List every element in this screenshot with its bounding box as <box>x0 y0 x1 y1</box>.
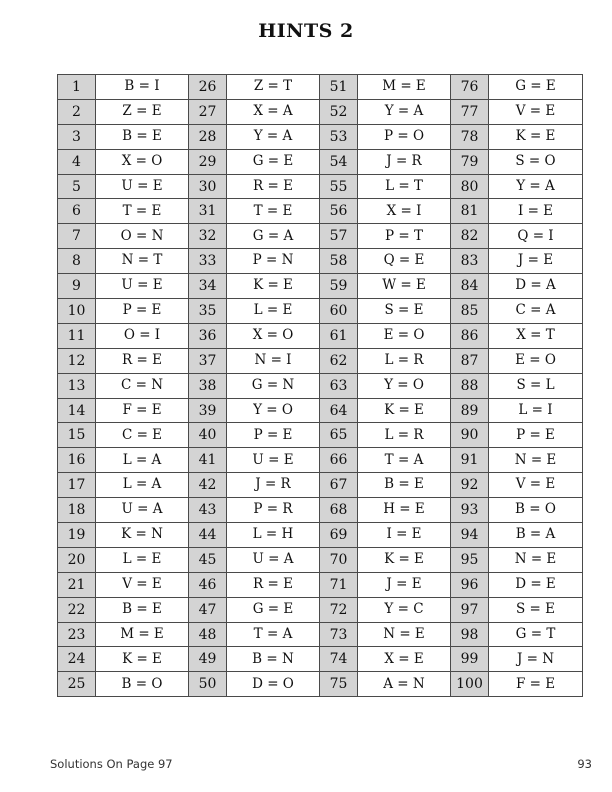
hint-number: 40 <box>189 423 227 448</box>
hint-value: B = O <box>96 672 189 697</box>
hint-number: 44 <box>189 523 227 548</box>
hint-number: 19 <box>58 523 96 548</box>
hint-value: U = A <box>96 498 189 523</box>
hint-value: F = E <box>489 672 583 697</box>
hint-value: G = E <box>227 597 320 622</box>
hint-value: J = R <box>358 149 451 174</box>
hint-value: S = L <box>489 373 583 398</box>
hint-number: 42 <box>189 473 227 498</box>
hint-number: 17 <box>58 473 96 498</box>
hint-value: S = O <box>489 149 583 174</box>
hint-number: 8 <box>58 249 96 274</box>
hint-number: 64 <box>320 398 358 423</box>
table-row <box>58 174 583 199</box>
hint-value: L = E <box>96 547 189 572</box>
hint-value: V = E <box>489 99 583 124</box>
hint-number: 74 <box>320 647 358 672</box>
hint-number: 53 <box>320 124 358 149</box>
hint-number: 23 <box>58 622 96 647</box>
hint-value: T = E <box>227 199 320 224</box>
table-row <box>58 498 583 523</box>
hint-number: 68 <box>320 498 358 523</box>
hint-value: D = O <box>227 672 320 697</box>
hint-number: 81 <box>451 199 489 224</box>
hint-number: 25 <box>58 672 96 697</box>
hint-number: 6 <box>58 199 96 224</box>
hint-value: T = A <box>358 448 451 473</box>
hint-number: 22 <box>58 597 96 622</box>
hint-number: 56 <box>320 199 358 224</box>
hint-number: 38 <box>189 373 227 398</box>
hint-value: Q = I <box>489 224 583 249</box>
hint-number: 79 <box>451 149 489 174</box>
hint-value: A = N <box>358 672 451 697</box>
hint-value: U = A <box>227 547 320 572</box>
hint-value: P = O <box>358 124 451 149</box>
hint-value: L = R <box>358 348 451 373</box>
hint-number: 36 <box>189 323 227 348</box>
hint-value: K = E <box>358 547 451 572</box>
hint-number: 73 <box>320 622 358 647</box>
table-row <box>58 348 583 373</box>
hint-number: 12 <box>58 348 96 373</box>
hint-value: X = O <box>96 149 189 174</box>
hint-number: 95 <box>451 547 489 572</box>
hint-value: D = E <box>489 572 583 597</box>
hint-value: C = N <box>96 373 189 398</box>
hint-number: 77 <box>451 99 489 124</box>
hint-number: 91 <box>451 448 489 473</box>
hint-number: 2 <box>58 99 96 124</box>
hint-number: 66 <box>320 448 358 473</box>
table-row <box>58 373 583 398</box>
hint-number: 50 <box>189 672 227 697</box>
hint-number: 47 <box>189 597 227 622</box>
hint-value: B = A <box>489 523 583 548</box>
hint-number: 37 <box>189 348 227 373</box>
hint-value: U = E <box>96 174 189 199</box>
hint-number: 76 <box>451 75 489 100</box>
hint-number: 24 <box>58 647 96 672</box>
hint-value: P = E <box>227 423 320 448</box>
page-title: HINTS 2 <box>258 20 354 42</box>
hint-value: L = I <box>489 398 583 423</box>
hint-value: Y = O <box>227 398 320 423</box>
hint-value: M = E <box>96 622 189 647</box>
table-row <box>58 249 583 274</box>
hint-value: O = I <box>96 323 189 348</box>
hint-value: J = N <box>489 647 583 672</box>
hint-value: G = E <box>489 75 583 100</box>
table-row <box>58 473 583 498</box>
hint-number: 13 <box>58 373 96 398</box>
hint-value: B = E <box>96 597 189 622</box>
hint-value: X = O <box>227 323 320 348</box>
hint-value: C = E <box>96 423 189 448</box>
hint-number: 58 <box>320 249 358 274</box>
hint-number: 1 <box>58 75 96 100</box>
table-row <box>58 299 583 324</box>
hint-value: N = T <box>96 249 189 274</box>
hint-number: 39 <box>189 398 227 423</box>
hint-value: Y = C <box>358 597 451 622</box>
hint-number: 29 <box>189 149 227 174</box>
hint-number: 33 <box>189 249 227 274</box>
table-row <box>58 523 583 548</box>
hint-value: Y = A <box>489 174 583 199</box>
hint-number: 46 <box>189 572 227 597</box>
hint-number: 15 <box>58 423 96 448</box>
hint-value: Q = E <box>358 249 451 274</box>
table-row <box>58 672 583 697</box>
hint-number: 99 <box>451 647 489 672</box>
hint-value: I = E <box>489 199 583 224</box>
hint-value: Y = A <box>227 124 320 149</box>
hint-value: K = E <box>489 124 583 149</box>
hint-number: 100 <box>451 672 489 697</box>
hint-number: 82 <box>451 224 489 249</box>
hint-value: V = E <box>96 572 189 597</box>
table-row <box>58 398 583 423</box>
hint-value: L = T <box>358 174 451 199</box>
hint-value: N = E <box>489 448 583 473</box>
hint-number: 87 <box>451 348 489 373</box>
table-row <box>58 274 583 299</box>
hint-number: 7 <box>58 224 96 249</box>
hint-number: 26 <box>189 75 227 100</box>
hint-value: B = I <box>96 75 189 100</box>
hint-number: 20 <box>58 547 96 572</box>
hint-value: S = E <box>358 299 451 324</box>
hint-value: L = A <box>96 473 189 498</box>
hint-value: U = E <box>227 448 320 473</box>
hint-value: S = E <box>489 597 583 622</box>
hint-value: Z = T <box>227 75 320 100</box>
hint-number: 21 <box>58 572 96 597</box>
hint-number: 3 <box>58 124 96 149</box>
hint-number: 9 <box>58 274 96 299</box>
hint-number: 85 <box>451 299 489 324</box>
hint-number: 43 <box>189 498 227 523</box>
hint-number: 70 <box>320 547 358 572</box>
hint-value: R = E <box>227 572 320 597</box>
hint-value: J = E <box>489 249 583 274</box>
hint-value: K = N <box>96 523 189 548</box>
hint-value: W = E <box>358 274 451 299</box>
hints-table <box>57 74 583 697</box>
hint-value: E = O <box>358 323 451 348</box>
hint-value: B = E <box>96 124 189 149</box>
table-row <box>58 597 583 622</box>
hint-value: E = O <box>489 348 583 373</box>
hint-number: 14 <box>58 398 96 423</box>
hint-number: 89 <box>451 398 489 423</box>
hint-number: 35 <box>189 299 227 324</box>
table-row <box>58 547 583 572</box>
hint-value: X = E <box>358 647 451 672</box>
hint-value: D = A <box>489 274 583 299</box>
hint-number: 28 <box>189 124 227 149</box>
hint-value: X = A <box>227 99 320 124</box>
hint-number: 84 <box>451 274 489 299</box>
hint-value: U = E <box>96 274 189 299</box>
hint-value: K = E <box>96 647 189 672</box>
hint-number: 11 <box>58 323 96 348</box>
table-row <box>58 572 583 597</box>
hint-number: 86 <box>451 323 489 348</box>
hint-number: 34 <box>189 274 227 299</box>
table-row <box>58 423 583 448</box>
hint-value: L = A <box>96 448 189 473</box>
hint-value: G = T <box>489 622 583 647</box>
hint-value: B = E <box>358 473 451 498</box>
hint-value: J = R <box>227 473 320 498</box>
hint-number: 67 <box>320 473 358 498</box>
table-row <box>58 224 583 249</box>
hint-number: 98 <box>451 622 489 647</box>
hint-value: B = O <box>489 498 583 523</box>
hint-value: G = N <box>227 373 320 398</box>
hint-value: X = I <box>358 199 451 224</box>
hint-value: G = A <box>227 224 320 249</box>
hint-number: 51 <box>320 75 358 100</box>
hint-number: 5 <box>58 174 96 199</box>
hint-number: 41 <box>189 448 227 473</box>
hint-number: 31 <box>189 199 227 224</box>
hint-number: 48 <box>189 622 227 647</box>
hint-value: P = N <box>227 249 320 274</box>
table-row <box>58 199 583 224</box>
hint-value: P = E <box>96 299 189 324</box>
table-row <box>58 99 583 124</box>
hint-value: K = E <box>227 274 320 299</box>
hint-value: T = A <box>227 622 320 647</box>
hint-value: P = E <box>489 423 583 448</box>
table-row <box>58 75 583 100</box>
hint-value: L = H <box>227 523 320 548</box>
hint-number: 69 <box>320 523 358 548</box>
hint-value: N = E <box>358 622 451 647</box>
hint-value: N = E <box>489 547 583 572</box>
table-row <box>58 149 583 174</box>
hint-value: N = I <box>227 348 320 373</box>
hint-number: 83 <box>451 249 489 274</box>
hint-value: I = E <box>358 523 451 548</box>
hint-value: Z = E <box>96 99 189 124</box>
hint-number: 59 <box>320 274 358 299</box>
hint-number: 90 <box>451 423 489 448</box>
hint-number: 30 <box>189 174 227 199</box>
hint-value: P = R <box>227 498 320 523</box>
hint-value: M = E <box>358 75 451 100</box>
table-row <box>58 323 583 348</box>
hint-value: R = E <box>96 348 189 373</box>
hint-number: 65 <box>320 423 358 448</box>
hint-value: V = E <box>489 473 583 498</box>
table-row <box>58 448 583 473</box>
hint-number: 75 <box>320 672 358 697</box>
hint-number: 55 <box>320 174 358 199</box>
hint-value: G = E <box>227 149 320 174</box>
hint-number: 63 <box>320 373 358 398</box>
hint-number: 45 <box>189 547 227 572</box>
hint-number: 52 <box>320 99 358 124</box>
hint-number: 32 <box>189 224 227 249</box>
hint-number: 92 <box>451 473 489 498</box>
hint-number: 88 <box>451 373 489 398</box>
hint-number: 96 <box>451 572 489 597</box>
hint-value: C = A <box>489 299 583 324</box>
hint-number: 80 <box>451 174 489 199</box>
hint-value: T = E <box>96 199 189 224</box>
hint-value: F = E <box>96 398 189 423</box>
hint-number: 18 <box>58 498 96 523</box>
hint-number: 10 <box>58 299 96 324</box>
hint-value: X = T <box>489 323 583 348</box>
hint-value: L = R <box>358 423 451 448</box>
hint-value: L = E <box>227 299 320 324</box>
hint-number: 54 <box>320 149 358 174</box>
hint-value: R = E <box>227 174 320 199</box>
hint-number: 72 <box>320 597 358 622</box>
hint-number: 49 <box>189 647 227 672</box>
solutions-reference: Solutions On Page 97 <box>50 757 173 771</box>
hint-value: J = E <box>358 572 451 597</box>
table-row <box>58 124 583 149</box>
hints-table-body <box>58 75 583 697</box>
hint-number: 94 <box>451 523 489 548</box>
hint-value: Y = A <box>358 99 451 124</box>
hint-number: 4 <box>58 149 96 174</box>
hint-value: K = E <box>358 398 451 423</box>
hint-number: 62 <box>320 348 358 373</box>
hint-number: 16 <box>58 448 96 473</box>
hint-number: 78 <box>451 124 489 149</box>
page-number: 93 <box>577 757 592 771</box>
hint-value: P = T <box>358 224 451 249</box>
hint-value: Y = O <box>358 373 451 398</box>
hint-number: 97 <box>451 597 489 622</box>
hint-value: O = N <box>96 224 189 249</box>
table-row <box>58 622 583 647</box>
hint-value: B = N <box>227 647 320 672</box>
hint-number: 60 <box>320 299 358 324</box>
hint-number: 93 <box>451 498 489 523</box>
hint-number: 27 <box>189 99 227 124</box>
table-row <box>58 647 583 672</box>
hint-number: 57 <box>320 224 358 249</box>
hint-value: H = E <box>358 498 451 523</box>
hint-number: 61 <box>320 323 358 348</box>
hint-number: 71 <box>320 572 358 597</box>
